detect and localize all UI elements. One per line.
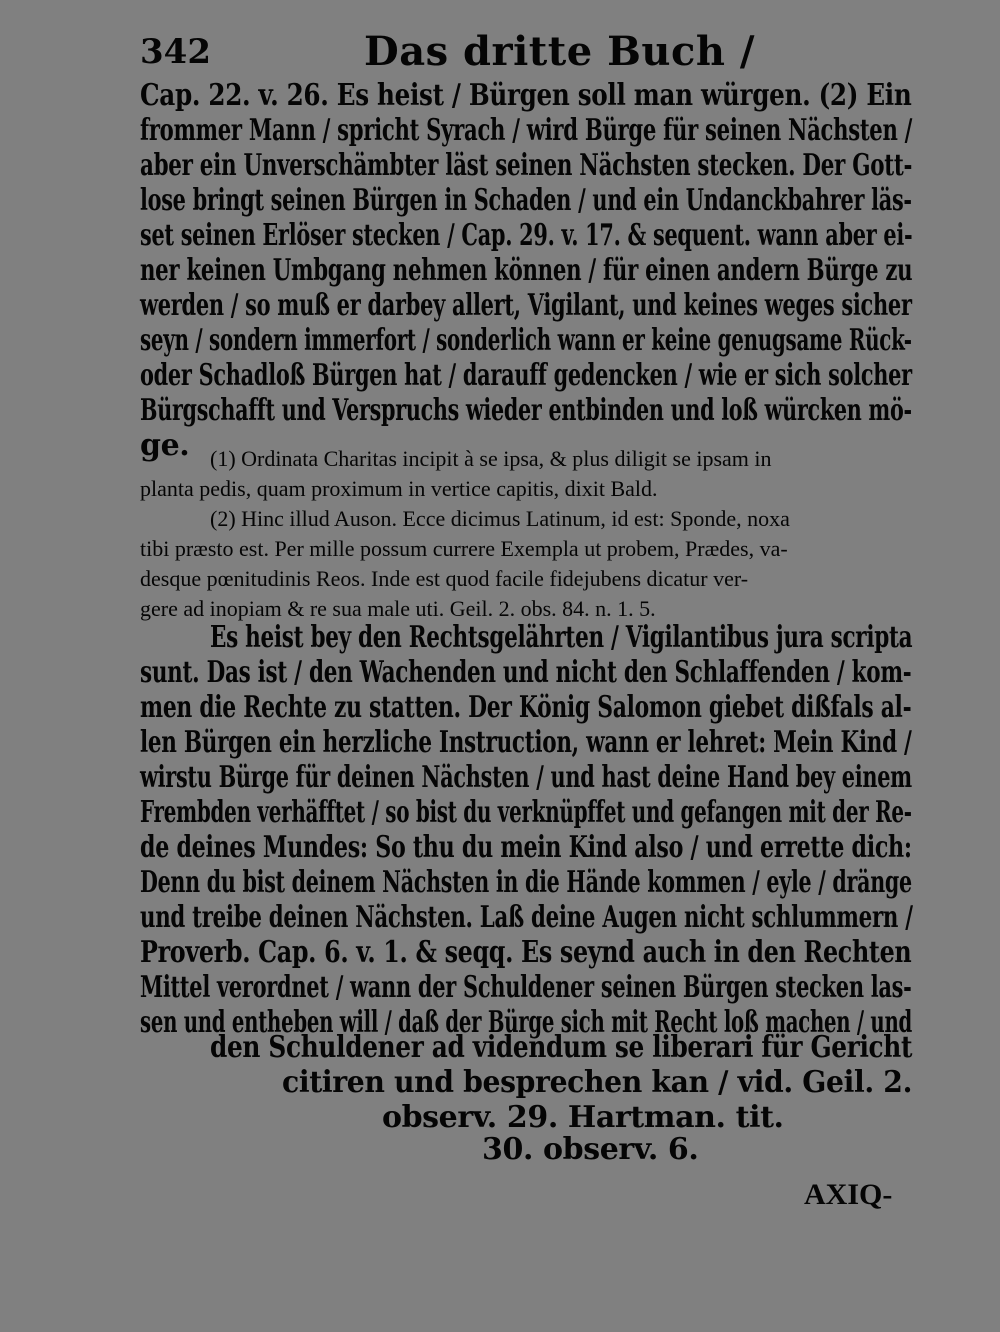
text-line: Cap. 22. v. 26. Es heist / Bürgen soll man würgen. (2) Ein [140,78,912,113]
text-line: observ. 29. Hartman. tit. [382,1100,784,1135]
text-line: Bürgschafft und Verspruchs wieder entbinden und loß würcken mö- [140,393,912,428]
footnote-line: (1) Ordinata Charitas incipit à se ipsa, & plus diligit se ipsam in [210,446,772,471]
text-line: aber ein Unverschämbter läst seinen Nächsten stecken. Der Gott- [140,148,913,183]
running-title: Das dritte Buch / [364,28,755,75]
text-line: len Bürgen ein herzliche Instruction, wann er lehret: Mein Kind / [140,725,912,760]
footnote-line: gere ad inopiam & re sua male uti. Geil. 2. obs. 84. n. 1. 5. [140,596,656,621]
text-line: ge. [140,428,190,463]
text-line: Frembden verhäfftet / so bist du verknüpffet und gefangen mit der Re- [140,795,912,830]
text-line: Mittel verordnet / wann der Schuldener seinen Bürgen stecken las- [140,970,912,1005]
text-line: wirstu Bürge für deinen Nächsten / und hast deine Hand bey einem [140,760,912,795]
text-line: lose bringt seinen Bürgen in Schaden / und ein Undanckbahrer läs- [140,183,912,218]
text-line: ner keinen Umbgang nehmen können / für einen andern Bürge zu [140,253,913,288]
text-line: Es heist bey den Rechtsgelährten / Vigilantibus jura scripta [210,620,913,655]
footnote-line: desque pœnitudinis Reos. Inde est quod facile fidejubens dicatur ver- [140,566,749,591]
text-line: Denn du bist deinem Nächsten in die Hände kommen / eyle / dränge [140,865,912,900]
page-number: 342 [140,32,211,72]
text-line: sen und entheben will / daß der Bürge sich mit Recht loß machen / und [140,1005,913,1040]
footnote-line: tibi præsto est. Per mille possum currere Exempla ut probem, Prædes, va- [140,536,788,561]
text-line: und treibe deinen Nächsten. Laß deine Augen nicht schlummern / [140,900,913,935]
footnote-line: (2) Hinc illud Auson. Ecce dicimus Latinum, id est: Sponde, noxa [210,506,790,531]
footnote-line: planta pedis, quam proximum in vertice capitis, dixit Bald. [140,476,658,501]
text-line: den Schuldener ad videndum se liberari für Gericht [210,1030,913,1065]
text-line: citiren und besprechen kan / vid. Geil. 2. [282,1065,913,1100]
text-line: sunt. Das ist / den Wachenden und nicht den Schlaffenden / kom- [140,655,912,690]
text-line: men die Rechte zu statten. Der König Salomon giebet dißfals al- [140,690,912,725]
text-line: frommer Mann / spricht Syrach / wird Bürge für seinen Nächsten / [140,113,913,148]
page-header [140,28,920,75]
text-line: werden / so muß er darbey allert, Vigilant, und keines weges sicher [140,288,912,323]
text-line: Proverb. Cap. 6. v. 1. & seqq. Es seynd auch in den Rechten [140,935,912,970]
text-line: oder Schadloß Bürgen hat / darauff gedencken / wie er sich solcher [140,358,912,393]
text-line: seyn / sondern immerfort / sonderlich wann er keine genugsame Rück- [140,323,912,358]
text-line: 30. observ. 6. [482,1132,699,1167]
text-line: set seinen Erlöser stecken / Cap. 29. v. 17. & sequent. wann aber ei- [140,218,913,253]
catchword: AXIQ- [804,1178,893,1211]
text-line: de deines Mundes: So thu du mein Kind also / und errette dich: [140,830,912,865]
